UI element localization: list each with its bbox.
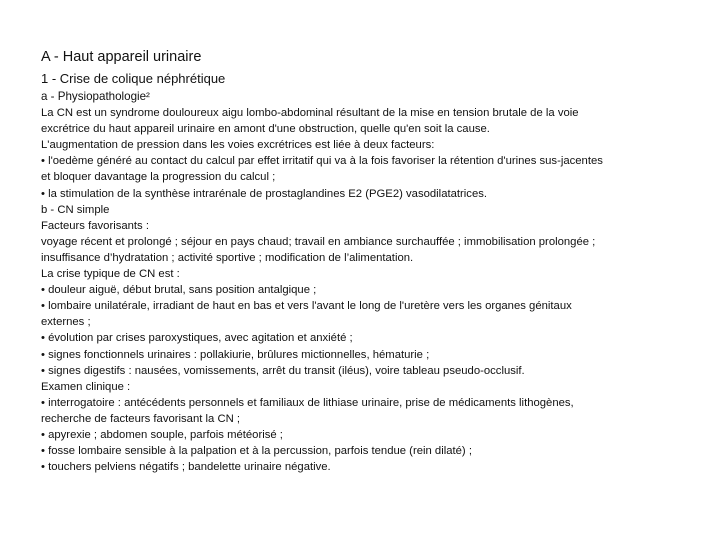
bullet-line: • la stimulation de la synthèse intrarénale de prostaglandines E2 (PGE2) vasodilatatrices.	[41, 187, 488, 200]
label-line: Facteurs favorisants :	[41, 219, 149, 232]
sub-heading-physiopathologie: a - Physiopathologie²	[41, 90, 150, 103]
text-line: et bloquer davantage la progression du calcul ;	[41, 171, 276, 184]
text-line: insuffisance d’hydratation ; activité sportive ; modification de l’alimentation.	[41, 251, 414, 264]
document-page	[41, 48, 701, 475]
bullet-line: • signes fonctionnels urinaires : pollakiurie, brûlures mictionnelles, hématurie ;	[41, 348, 430, 361]
label-line: Examen clinique :	[41, 380, 131, 393]
bullet-line: • interrogatoire : antécédents personnels et familiaux de lithiase urinaire, prise de médicaments lithogènes,	[41, 396, 574, 409]
bullet-line: • douleur aiguë, début brutal, sans position antalgique ;	[41, 284, 317, 297]
bullet-line: • lombaire unilatérale, irradiant de haut en bas et vers l'avant le long de l'uretère vers les organes génitaux	[41, 300, 572, 313]
label-line: La crise typique de CN est :	[41, 268, 180, 281]
section-heading: A - Haut appareil urinaire	[41, 49, 202, 65]
text-line: La CN est un syndrome douloureux aigu lombo-abdominal résultant de la mise en tension brutale de la voie	[41, 107, 579, 120]
text-line: recherche de facteurs favorisant la CN ;	[41, 412, 241, 425]
bullet-line: • signes digestifs : nausées, vomissements, arrêt du transit (iléus), voire tableau pseudo-occlusif.	[41, 364, 525, 377]
sub-heading-cn-simple: b - CN simple	[41, 203, 110, 216]
text-line: voyage récent et prolongé ; séjour en pays chaud; travail en ambiance surchauffée ; immobilisation prolongée ;	[41, 235, 596, 248]
document-body	[41, 89, 701, 475]
text-line: externes ;	[41, 316, 91, 329]
bullet-line: • fosse lombaire sensible à la palpation et à la percussion, parfois tendue (rein dilaté) ;	[41, 445, 472, 458]
bullet-line: • l'oedème généré au contact du calcul par effet irritatif qui va à la fois favoriser la rétention d'urines sus-jacentes	[41, 155, 603, 168]
bullet-line: • apyrexie ; abdomen souple, parfois météorisé ;	[41, 428, 283, 441]
subsection-heading: 1 - Crise de colique néphrétique	[41, 71, 226, 86]
bullet-line: • touchers pelviens négatifs ; bandelette urinaire négative.	[41, 461, 331, 474]
bullet-line: • évolution par crises paroxystiques, avec agitation et anxiété ;	[41, 332, 353, 345]
text-line: L'augmentation de pression dans les voies excrétrices est liée à deux facteurs:	[41, 139, 435, 152]
text-line: excrétrice du haut appareil urinaire en amont d'une obstruction, quelle qu'en soit la cause.	[41, 123, 490, 136]
